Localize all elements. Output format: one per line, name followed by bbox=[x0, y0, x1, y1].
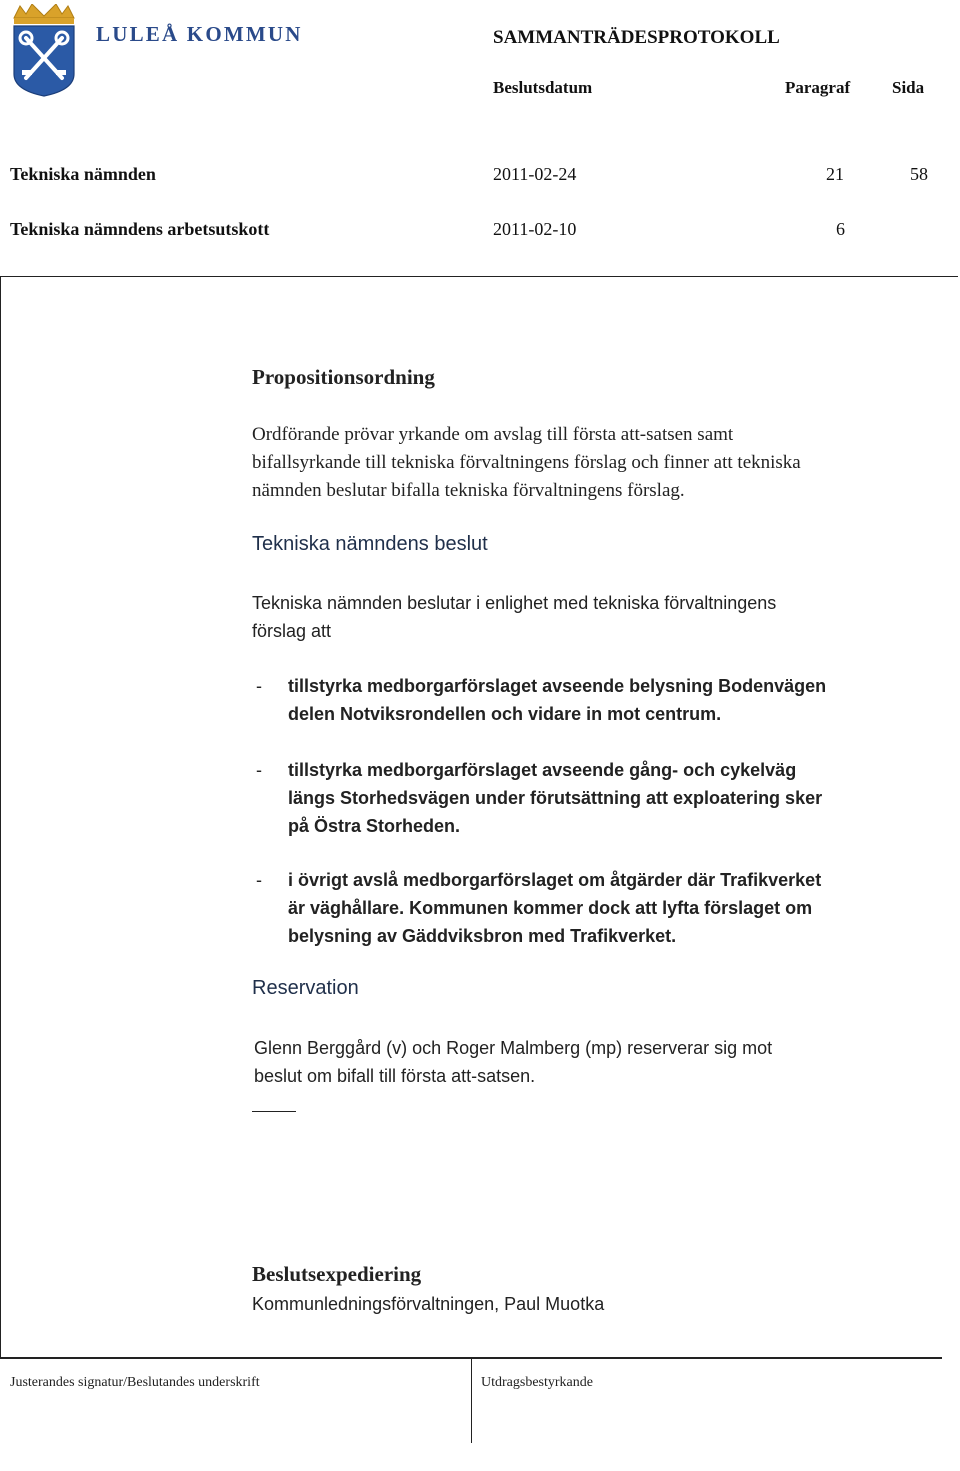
bullet-line: tillstyrka medborgarförslaget avseende gång- och cykelväg bbox=[288, 760, 797, 780]
document-type: SAMMANTRÄDESPROTOKOLL bbox=[493, 27, 780, 48]
meta-row-paragraph: 6 bbox=[836, 219, 845, 239]
column-header-page: Sida bbox=[892, 78, 925, 97]
municipality-brand: LULEÅ KOMMUN bbox=[96, 22, 303, 46]
lulea-coat-of-arms-icon bbox=[10, 4, 78, 98]
propositions-line: Ordförande prövar yrkande om avslag till första att-satsen samt bbox=[252, 424, 734, 445]
bullet-line: på Östra Storheden. bbox=[288, 816, 461, 836]
bullet-line: i övrigt avslå medborgarförslaget om åtgärder där Trafikverket bbox=[288, 870, 822, 890]
section-end-rule bbox=[252, 1111, 296, 1112]
bullet-dash: - bbox=[256, 676, 262, 696]
heading-propositions: Propositionsordning bbox=[252, 365, 435, 389]
footer-divider bbox=[471, 1357, 472, 1443]
meta-row-body: Tekniska nämnden bbox=[10, 164, 156, 184]
column-header-decision-date: Beslutsdatum bbox=[493, 78, 593, 97]
propositions-line: nämnden beslutar bifalla tekniska förvaltningens förslag. bbox=[252, 480, 685, 501]
signature-label: Justerandes signatur/Beslutandes underskrift bbox=[10, 1375, 260, 1390]
decision-intro-line: Tekniska nämnden beslutar i enlighet med tekniska förvaltningens bbox=[252, 593, 777, 613]
bullet-line: längs Storhedsvägen under förutsättning att exploatering sker bbox=[288, 788, 823, 808]
bullet-line: tillstyrka medborgarförslaget avseende belysning Bodenvägen bbox=[288, 676, 827, 696]
meta-row-date: 2011-02-10 bbox=[493, 219, 577, 239]
meta-row-paragraph: 21 bbox=[826, 164, 844, 184]
bullet-dash: - bbox=[256, 760, 262, 780]
propositions-line: bifallsyrkande till tekniska förvaltningens förslag och finner att tekniska bbox=[252, 452, 801, 473]
decision-intro-line: förslag att bbox=[252, 621, 332, 641]
column-header-paragraph: Paragraf bbox=[785, 78, 851, 97]
extract-certification-label: Utdragsbestyrkande bbox=[481, 1375, 593, 1390]
meta-row-date: 2011-02-24 bbox=[493, 164, 577, 184]
dispatch-line: Kommunledningsförvaltningen, Paul Muotka bbox=[252, 1294, 605, 1314]
heading-reservation: Reservation bbox=[252, 977, 359, 999]
reservation-line: Glenn Berggård (v) och Roger Malmberg (mp) reserverar sig mot bbox=[254, 1038, 773, 1058]
content-frame-left-rule bbox=[0, 276, 1, 1358]
meta-row-body: Tekniska nämndens arbetsutskott bbox=[10, 219, 270, 239]
content-frame-top-rule bbox=[0, 276, 958, 277]
bullet-line: delen Notviksrondellen och vidare in mot centrum. bbox=[288, 704, 722, 724]
heading-decision: Tekniska nämndens beslut bbox=[252, 533, 488, 555]
reservation-line: beslut om bifall till första att-satsen. bbox=[254, 1066, 536, 1086]
bullet-dash: - bbox=[256, 870, 262, 890]
bullet-line: är väghållare. Kommunen kommer dock att lyfta förslaget om bbox=[288, 898, 813, 918]
heading-dispatch: Beslutsexpediering bbox=[252, 1262, 422, 1286]
bullet-line: belysning av Gäddviksbron med Trafikverket. bbox=[288, 926, 677, 946]
meta-row-page: 58 bbox=[910, 164, 928, 184]
